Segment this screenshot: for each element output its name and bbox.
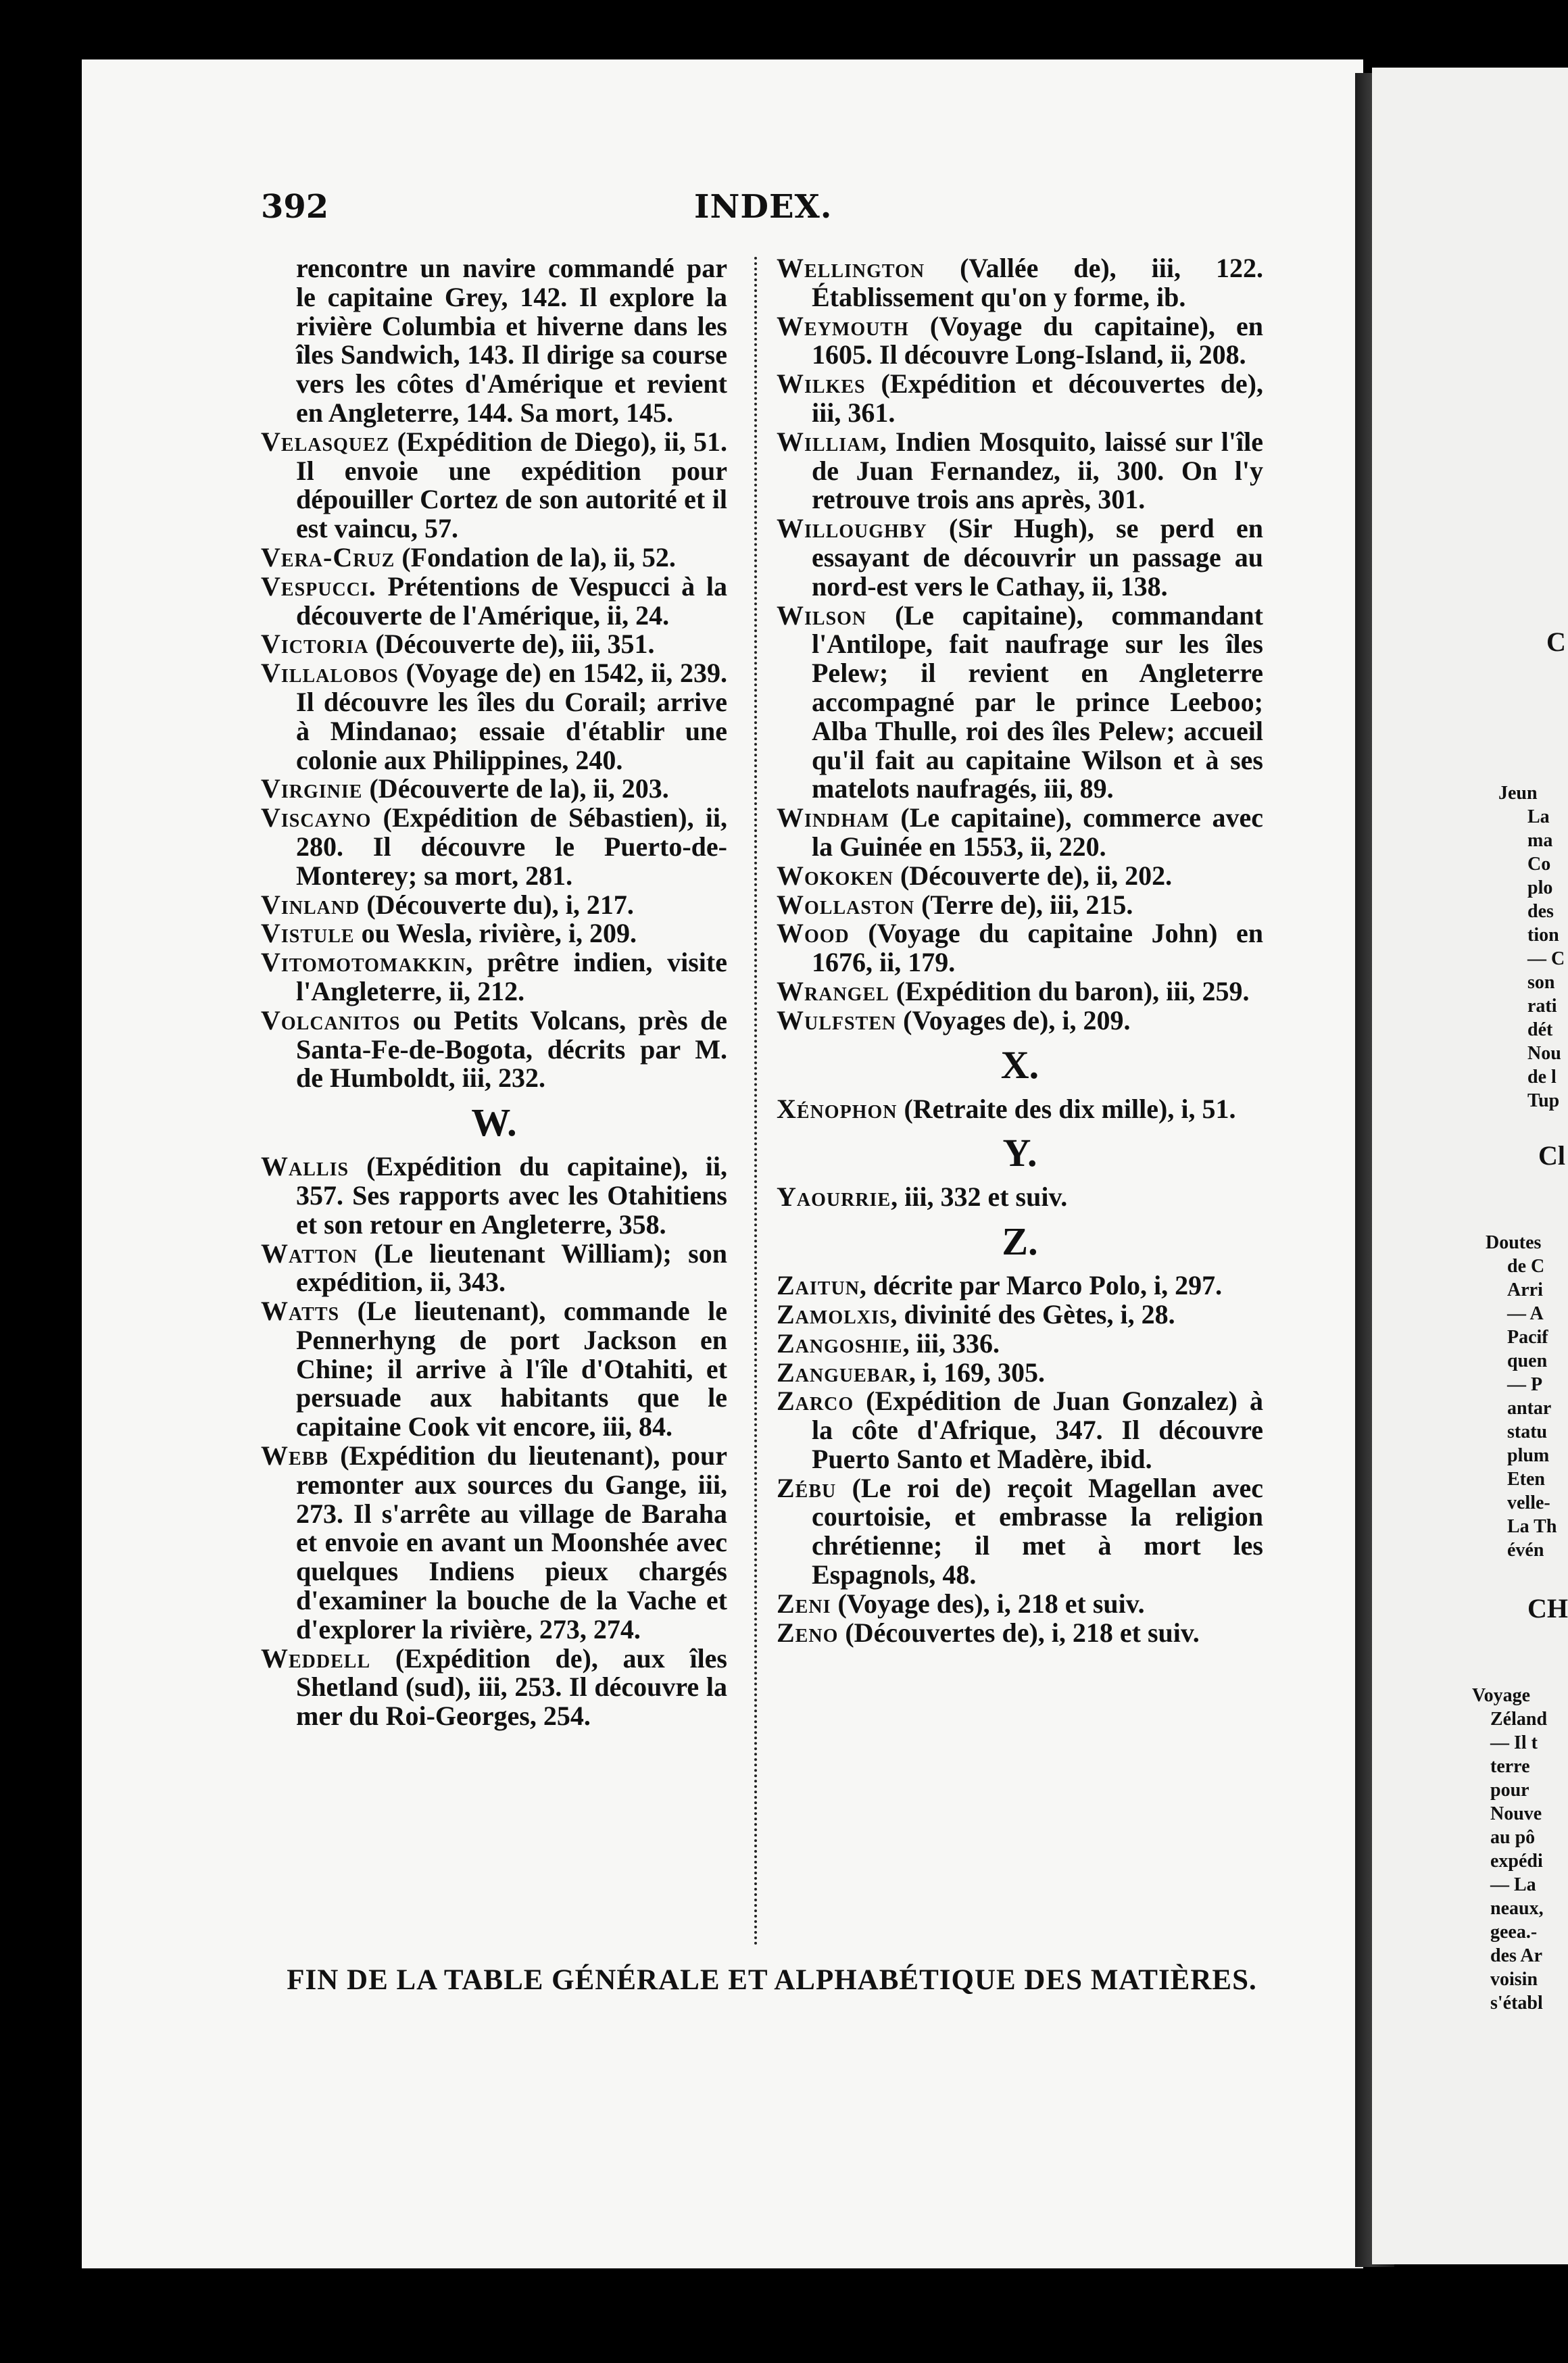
entry-headword: Xénophon <box>777 1093 898 1124</box>
index-entry <box>261 919 727 948</box>
page-number: 392 <box>261 188 329 226</box>
entry-text: (Voyages de), i, 209. <box>896 1004 1131 1036</box>
index-entry <box>777 514 1263 601</box>
entry-headword: Wollaston <box>777 889 915 920</box>
entry-headword: Wood <box>777 918 850 949</box>
facing-page-text: La <box>1527 806 1550 827</box>
entry-headword: Watton <box>261 1238 358 1269</box>
entry-headword: William <box>777 426 880 457</box>
entry-headword: Watts <box>261 1296 340 1327</box>
entry-headword: Wilson <box>777 600 867 631</box>
entry-headword: Vespucci. <box>261 570 376 602</box>
facing-page-text: CH <box>1527 1593 1568 1624</box>
facing-page-text: Doutes <box>1486 1232 1542 1253</box>
facing-page-text: — P <box>1507 1374 1543 1395</box>
index-entry <box>261 570 727 631</box>
entry-text: (Expédition de Diego), ii, 51. Il envoie une expédition pour dépouiller Cortez de son autorité et il est vaincu, 57. <box>296 426 727 544</box>
facing-page-text: des Ar <box>1490 1945 1542 1966</box>
index-entry <box>261 891 727 920</box>
facing-page-text: des <box>1527 901 1554 922</box>
entry-headword: Vistule <box>261 918 355 949</box>
entry-text: , divinité des Gètes, i, 28. <box>890 1298 1175 1330</box>
facing-page-text: plum <box>1507 1445 1550 1466</box>
facing-page-text: — C <box>1527 948 1565 969</box>
entry-headword: Villalobos <box>261 658 399 689</box>
entry-text: (Découverte de), ii, 202. <box>893 860 1173 891</box>
facing-page-text: geea.- <box>1490 1922 1538 1943</box>
index-entry <box>777 1387 1263 1473</box>
section-letter: X. <box>1000 1042 1039 1087</box>
index-entry <box>261 1006 727 1093</box>
entry-text: (Voyage de) en 1542, ii, 239. Il découvre les îles du Corail; arrive à Mindanao; essaie d'établir une colonie aux Philippines, 240. <box>296 658 727 775</box>
entry-text: ou Wesla, rivière, i, 209. <box>354 918 637 949</box>
entry-text: (Fondation de la), ii, 52. <box>395 541 676 573</box>
facing-page-text: au pô <box>1490 1827 1536 1848</box>
entry-text: (Expédition et découvertes de), iii, 361. <box>812 368 1263 428</box>
facing-page-text: ma <box>1527 830 1553 851</box>
entry-headword: Zamolxis <box>777 1298 891 1330</box>
entry-text: , Indien Mosquito, laissé sur l'île de Juan Fernandez, ii, 300. On l'y retrouve trois ans après, 301. <box>812 426 1263 515</box>
index-entry <box>777 312 1263 370</box>
facing-page-text: Jeun <box>1498 783 1538 804</box>
index-entry <box>777 1271 1263 1300</box>
entry-text: (Le lieutenant William); son expédition, ii, 343. <box>296 1238 727 1298</box>
index-entry <box>777 862 1263 891</box>
entry-text: (Découverte de), iii, 351. <box>368 629 655 660</box>
entry-headword: Zaitun <box>777 1270 860 1301</box>
facing-page-text: Pacif <box>1507 1327 1548 1348</box>
index-entry <box>261 428 727 543</box>
entry-text: Prétentions de Vespucci à la découverte de l'Amérique, ii, 24. <box>296 570 727 631</box>
index-entry <box>777 891 1263 920</box>
facing-page-text: Voyage <box>1472 1685 1531 1706</box>
entry-text: (Expédition du baron), iii, 259. <box>889 975 1250 1006</box>
section-letter: Z. <box>1002 1219 1038 1264</box>
index-entry <box>261 775 727 804</box>
entry-text: , i, 169, 305. <box>908 1357 1046 1388</box>
entry-headword: Vera-Cruz <box>261 541 395 573</box>
facing-page-text: expédi <box>1490 1851 1543 1872</box>
entry-text: (Voyage des), i, 218 et suiv. <box>831 1588 1145 1619</box>
entry-text: , prêtre indien, visite l'Angleterre, ii, 212. <box>296 947 727 1006</box>
entry-headword: Zébu <box>777 1472 837 1503</box>
index-entry <box>777 1006 1263 1036</box>
facing-page-text: velle- <box>1507 1492 1550 1513</box>
entry-headword: Yaourrie <box>777 1182 891 1213</box>
facing-page-text: Co <box>1527 854 1551 875</box>
index-column-left <box>261 254 727 1731</box>
index-entry <box>261 1642 727 1732</box>
entry-headword: Zeni <box>777 1588 831 1619</box>
entry-headword: Viscayno <box>261 802 372 833</box>
index-entry <box>261 630 727 659</box>
entry-text: ou Petits Volcans, près de Santa-Fe-de-Bogota, décrits par M. de Humboldt, iii, 232. <box>296 1004 727 1094</box>
entry-headword: Wilkes <box>777 368 866 399</box>
index-entry <box>261 948 727 1006</box>
index-entry <box>261 543 727 573</box>
entry-text: (Retraite des dix mille), i, 51. <box>897 1093 1236 1124</box>
facing-page-text: s'établ <box>1490 1993 1543 2014</box>
facing-page-text: La Th <box>1507 1516 1557 1537</box>
section-letter: Y. <box>1002 1131 1037 1175</box>
index-entry <box>777 1590 1263 1619</box>
facing-page-text: dét <box>1527 1019 1553 1040</box>
facing-page-text: pour <box>1490 1780 1529 1801</box>
index-entry <box>777 919 1263 977</box>
facing-page-text: Nouve <box>1490 1803 1542 1824</box>
index-entry <box>777 804 1263 862</box>
section-letter: W. <box>471 1100 517 1145</box>
facing-page-text: Eten <box>1507 1469 1545 1490</box>
entry-text: (Expédition de Juan Gonzalez) à la côte d'Afrique, 347. Il découvre Puerto Santo et Madère, ibid. <box>812 1386 1263 1474</box>
entry-text: (Le capitaine), commerce avec la Guinée en 1553, ii, 220. <box>812 802 1263 862</box>
entry-text: (Voyage du capitaine John) en 1676, ii, 179. <box>812 918 1263 978</box>
facing-page-text: antar <box>1507 1398 1552 1419</box>
entry-text: (Le capitaine), commandant l'Antilope, fait naufrage sur les îles Pelew; il revient en Angleterre accompagné par le prince Leeboo; Alba Thulle, roi des îles Pelew; accueil qu'il fait au capitaine Wilson et à ses matelots naufragés, iii, 89. <box>812 600 1263 804</box>
entry-text: (Vallée de), iii, 122. Établissement qu'on y forme, ib. <box>812 253 1263 312</box>
facing-page-text: — La <box>1490 1874 1536 1895</box>
facing-page-text: plo <box>1527 877 1553 898</box>
index-entry <box>777 602 1263 804</box>
index-entry <box>777 1619 1263 1648</box>
entry-text: , iii, 332 et suiv. <box>891 1182 1068 1213</box>
entry-headword: Vinland <box>261 889 360 920</box>
facing-page-text: Nou <box>1527 1043 1561 1064</box>
facing-page-text: voisin <box>1490 1969 1538 1990</box>
index-entry <box>777 428 1263 514</box>
index-entry <box>261 254 727 428</box>
page-title: INDEX. <box>694 188 833 226</box>
entry-text: (Le roi de) reçoit Magellan avec courtoisie, et embrasse la religion chrétienne; il met à mort les Espagnols, 48. <box>812 1472 1263 1590</box>
facing-page-text: de C <box>1507 1256 1545 1277</box>
entry-text: , décrite par Marco Polo, i, 297. <box>859 1270 1223 1301</box>
index-entry <box>261 1442 727 1645</box>
index-column-right <box>777 254 1263 1647</box>
index-entry <box>777 1359 1263 1388</box>
entry-headword: Wellington <box>777 253 925 283</box>
facing-page-text: — Il t <box>1490 1732 1538 1753</box>
entry-headword: Volcanitos <box>261 1004 401 1036</box>
entry-text: (Le lieutenant), commande le Pennerhyng de port Jackson en Chine; il arrive à l'île d'Otahiti, et persuade aux habitants que le capitaine Cook vit encore, iii, 84. <box>296 1296 727 1442</box>
facing-page-text: son <box>1527 972 1555 993</box>
entry-headword: Webb <box>261 1440 329 1471</box>
entry-text: (Sir Hugh), se perd en essayant de découvrir un passage au nord-est vers le Cathay, ii, 138. <box>812 513 1263 602</box>
entry-headword: Virginie <box>261 773 363 804</box>
index-entry <box>777 1300 1263 1330</box>
entry-text: (Expédition du lieutenant), pour remonter aux sources du Gange, iii, 273. Il s'arrête au village de Baraha et envoie en avant un Moonshée avec quelques Indiens pieux chargés d'examiner la bouche de la Vache et d'explorer la rivière, 273, 274. <box>296 1440 727 1645</box>
index-entry <box>261 1297 727 1442</box>
facing-page-text: quen <box>1507 1350 1548 1371</box>
entry-headword: Zarco <box>777 1386 854 1417</box>
entry-text: (Terre de), iii, 215. <box>914 889 1133 920</box>
facing-page-text: évén <box>1507 1540 1544 1561</box>
index-entry <box>777 370 1263 428</box>
entry-headword: Victoria <box>261 629 369 660</box>
index-entry <box>261 659 727 775</box>
facing-page-text: C <box>1546 627 1566 657</box>
facing-page-text: rati <box>1527 996 1557 1017</box>
facing-page-text: Zéland <box>1490 1709 1548 1730</box>
end-of-index-note: FIN DE LA TABLE GÉNÉRALE ET ALPHABÉTIQUE DES MATIÈRES. <box>287 1964 1257 1996</box>
index-entry <box>777 1095 1263 1124</box>
entry-headword: Willoughby <box>777 513 927 544</box>
entry-headword: Vitomotomakkin <box>261 947 466 978</box>
entry-headword: Zeno <box>777 1617 839 1648</box>
facing-page-text: Cl <box>1538 1140 1565 1171</box>
entry-headword: Zanguebar <box>777 1357 909 1388</box>
facing-page-text: terre <box>1490 1756 1530 1777</box>
entry-text: (Voyage du capitaine), en 1605. Il découvre Long-Island, ii, 208. <box>812 310 1263 370</box>
index-entry <box>777 1327 1263 1359</box>
entry-text: (Découverte de la), ii, 203. <box>362 773 669 804</box>
entry-headword: Wulfsten <box>777 1004 897 1036</box>
entry-text: , iii, 336. <box>902 1327 1000 1359</box>
facing-page-text: Tup <box>1527 1090 1560 1111</box>
facing-page-text: tion <box>1527 925 1559 946</box>
entry-headword: Weddell <box>261 1642 371 1674</box>
index-entry <box>777 977 1263 1006</box>
facing-page-text: statu <box>1507 1421 1548 1442</box>
entry-headword: Wallis <box>261 1151 349 1182</box>
entry-headword: Weymouth <box>777 310 909 341</box>
entry-headword: Zangoshie <box>777 1327 903 1359</box>
entry-text: (Découvertes de), i, 218 et suiv. <box>838 1617 1200 1648</box>
entry-headword: Wokoken <box>777 860 894 891</box>
entry-text: (Expédition du capitaine), ii, 357. Ses rapports avec les Otahitiens et son retour en Angleterre, 358. <box>296 1151 727 1240</box>
facing-page-fragment <box>1372 68 1568 2264</box>
entry-text: (Découverte du), i, 217. <box>360 889 634 920</box>
index-entry <box>777 1183 1263 1212</box>
entry-headword: Velasquez <box>261 426 390 457</box>
index-entry <box>261 1240 727 1298</box>
entry-text: rencontre un navire commandé par le capitaine Grey, 142. Il explore la rivière Columbia et hiverne dans les îles Sandwich, 143. Il dirige sa course vers les côtes d'Amérique et revient en Angleterre, 144. Sa mort, 145. <box>296 253 727 428</box>
entry-text: (Expédition de), aux îles Shetland (sud), iii, 253. Il découvre la mer du Roi-Georges, 254. <box>296 1642 727 1732</box>
entry-text: (Expédition de Sébastien), ii, 280. Il découvre le Puerto-de-Monterey; sa mort, 281. <box>296 802 727 891</box>
index-entry <box>777 1474 1263 1590</box>
entry-headword: Wrangel <box>777 975 889 1006</box>
index-entry <box>777 254 1263 312</box>
index-entry <box>261 1152 727 1239</box>
facing-page-text: — A <box>1507 1303 1544 1324</box>
facing-page-text: de l <box>1527 1067 1557 1088</box>
entry-headword: Windham <box>777 802 889 833</box>
facing-page-text: neaux, <box>1490 1898 1544 1919</box>
index-entry <box>261 804 727 890</box>
column-divider <box>754 257 757 1947</box>
facing-page-text: Arri <box>1507 1280 1543 1300</box>
